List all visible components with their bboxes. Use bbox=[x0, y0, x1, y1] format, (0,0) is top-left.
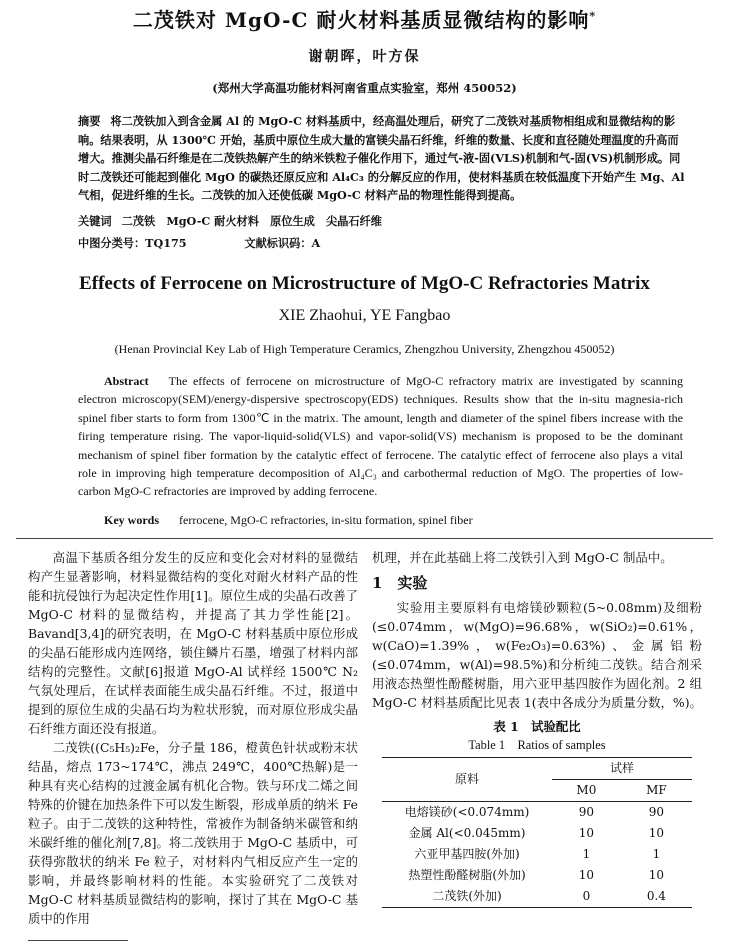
table-cell-mf: 0.4 bbox=[646, 889, 666, 903]
keywords-cn-text: 二茂铁 MgO-C 耐火材料 原位生成 尖晶石纤维 bbox=[121, 214, 382, 228]
table-caption-en: Table 1 Ratios of samples bbox=[468, 738, 606, 752]
experiment-paragraph: 实验用主要原料有电熔镁砂颗粒(5~0.08mm)及细粉(≤0.074mm，w(MgO)=96.68%，w(SiO₂)=0.61%，w(CaO)=1.39%，w(Fe₂O₃)=0.63%)、金属铝粉(≤0.074mm，w(Al)=98.5%)和分析纯二茂铁。结合剂采用液态热塑性酚醛树脂，用六亚甲基四胺作为固化剂。2 组 MgO-C 材料基质配比见表 1(表中各成分为质量分数，%)。 bbox=[372, 600, 702, 710]
table-header-material: 原料 bbox=[382, 758, 552, 802]
clc-label: 中图分类号： bbox=[78, 236, 146, 250]
table-cell-m0: 0 bbox=[582, 889, 591, 903]
table-cell-name: 金属 Al(<0.045mm) bbox=[408, 826, 526, 840]
table-row bbox=[382, 823, 692, 844]
authors-en: XIE Zhaohui, YE Fangbao bbox=[278, 307, 451, 324]
table-cell-m0: 90 bbox=[578, 805, 595, 819]
affiliation-cn: (郑州大学高温功能材料河南省重点实验室，郑州 450052) bbox=[212, 81, 517, 95]
keywords-en bbox=[104, 513, 473, 528]
abstract-en bbox=[78, 372, 683, 501]
table-cell-mf: 10 bbox=[648, 868, 665, 882]
table-caption-cn: 表 1 试验配比 bbox=[493, 719, 581, 734]
keywords-en-text: ferrocene, MgO-C refractories, in-situ formation, spinel fiber bbox=[179, 513, 473, 527]
paper-title-en: Effects of Ferrocene on Microstructure of MgO-C Refractories Matrix bbox=[79, 273, 650, 294]
section-heading-experiment: 1 实验 bbox=[372, 574, 428, 592]
table-row bbox=[382, 844, 692, 865]
title-cn-text: 二茂铁对 MgO-C 耐火材料基质显微结构的影响 bbox=[132, 8, 590, 32]
table-cell-mf: 1 bbox=[652, 847, 661, 861]
table-header-sample: 试样 bbox=[552, 758, 692, 780]
table-row bbox=[382, 865, 692, 886]
table-row bbox=[382, 802, 692, 824]
body-right-column bbox=[372, 548, 702, 908]
table-cell-m0: 10 bbox=[578, 868, 595, 882]
footnote-rule bbox=[28, 940, 128, 941]
abstract-cn bbox=[78, 112, 688, 205]
table-cell-name: 六亚甲基四胺(外加) bbox=[414, 847, 520, 861]
intro-paragraph-3: 机理，并在此基础上将二茂铁引入到 MgO-C 制品中。 bbox=[372, 550, 673, 565]
ratios-table bbox=[382, 757, 692, 908]
table-cell-m0: 10 bbox=[578, 826, 595, 840]
keywords-cn bbox=[78, 213, 688, 229]
body-left-column bbox=[28, 548, 358, 928]
table-cell-mf: 10 bbox=[648, 826, 665, 840]
table-cell-mf: 90 bbox=[648, 805, 665, 819]
clc-value: TQ175 bbox=[145, 236, 187, 250]
table-row bbox=[382, 886, 692, 908]
doc-code-value: A bbox=[311, 236, 321, 250]
abstract-en-text: The effects of ferrocene on microstructure of MgO-C refractory matrix are investigated by scanning electron microscopy(SEM)/energy-dispersive spectroscopy(EDS) techniques. Results show that the in-situ magnesia-rich spinel fiber starts to form from 1300℃ in the matrix. The amount, length and diameter of the spinel fibers increase with the firing temperature rising. The vapor-liquid-solid(VLS) and vapor-solid(VS) mechanism is proposed to be the dominant mechanism of spinel fiber formation by the catalytic effect of ferrocene. The catalytic effect of ferrocene also plays a vital role in improving high temperature decomposition of Al₄C₃ and carbothermal reduction of MgO. The properties of low-carbon MgO-C refractories are improved by adding ferrocene. bbox=[78, 374, 683, 499]
abstract-cn-text: 将二茂铁加入到含金属 Al 的 MgO-C 材料基质中，经高温处理后，研究了二茂铁对基质物相组成和显微结构的影响。结果表明，从 1300℃ 开始，基质中原位生成大量的富镁尖晶石纤维，纤维的数量、长度和直径随处理温度的升高而增大。推测尖晶石纤维是在二茂铁热解产生的纳米铁粒子催化作用下，通过气-液-固(VLS)机制和气-固(VS)机制形成。同时二茂铁还可能起到催化 MgO 的碳热还原反应和 Al₄C₃ 的分解反应的作用，使材料基质在较低温度下开始产生 Mg、Al 气相，促进纤维的生长。二茂铁的加入还使低碳 MgO-C 材料产品的物理性能得到提高。 bbox=[78, 114, 685, 202]
title-footnote-mark: * bbox=[589, 9, 597, 23]
intro-paragraph-1: 高温下基质各组分发生的反应和变化会对材料的显微结构产生显著影响，材料显微结构的变化对耐火材料产品的性能和抗侵蚀行为起决定性作用[1]。原位生成的尖晶石改善了 MgO-C 材料的显微结构，并提高了其力学性能[2]。Bavand[3,4]的研究表明，在 MgO-C 材料基质中原位形成的尖晶石能形成内连网络，锁住鳞片石墨，增强了材料内部结构的完整性。文献[6]报道 MgO-Al 试样经 1500℃ N₂ 气氛处理后，在试样表面能生成尖晶石纤维。不过，报道中提到的原位生成的尖晶石均为粒状形貌，而对原位形成尖晶石纤维方面还没有报道。 bbox=[28, 550, 358, 736]
keywords-en-label: Key words bbox=[104, 513, 159, 527]
intro-paragraph-2: 二茂铁((C₅H₅)₂Fe，分子量 186，橙黄色针状或粉末状结晶，熔点 173~174℃，沸点 249℃，400℃热解)是一种具有夹心结构的过渡金属有机化合物。铁与环戊二烯之间特殊的价键在加热条件下可以发生断裂，形成单质的纳米 Fe 粒子。由于二茂铁的这种特性，常被作为制备纳米碳管和纳米碳纤维的催化剂[7,8]。将二茂铁用于 MgO-C 基质中，可获得弥散状的纳米 Fe 粒子，对材料内气相反应产生一定的影响，并最终影响材料的性能。本实验研究了二茂铁对 MgO-C 材料基质显微结构的影响，探讨了其在 MgO-C 基质中的作用 bbox=[28, 740, 358, 926]
abstract-en-label: Abstract bbox=[104, 374, 149, 388]
table-cell-name: 二茂铁(外加) bbox=[432, 889, 502, 903]
authors-cn: 谢朝晖，叶方保 bbox=[308, 49, 421, 65]
affiliation-en: (Henan Provincial Key Lab of High Temperature Ceramics, Zhengzhou University, Zhengzhou 450052) bbox=[114, 342, 615, 356]
table-cell-name: 热塑性酚醛树脂(外加) bbox=[408, 868, 526, 882]
abstract-cn-label: 摘要 bbox=[78, 114, 101, 128]
table-cell-m0: 1 bbox=[582, 847, 591, 861]
keywords-cn-label: 关键词 bbox=[78, 214, 112, 228]
paper-title-cn bbox=[0, 4, 729, 33]
table-header-mf: MF bbox=[646, 783, 667, 797]
doc-code-label: 文献标识码： bbox=[244, 236, 312, 250]
header-divider bbox=[16, 538, 713, 539]
classification-line bbox=[78, 235, 688, 251]
table-header-m0: M0 bbox=[576, 783, 597, 797]
table-cell-name: 电熔镁砂(<0.074mm) bbox=[404, 805, 530, 819]
